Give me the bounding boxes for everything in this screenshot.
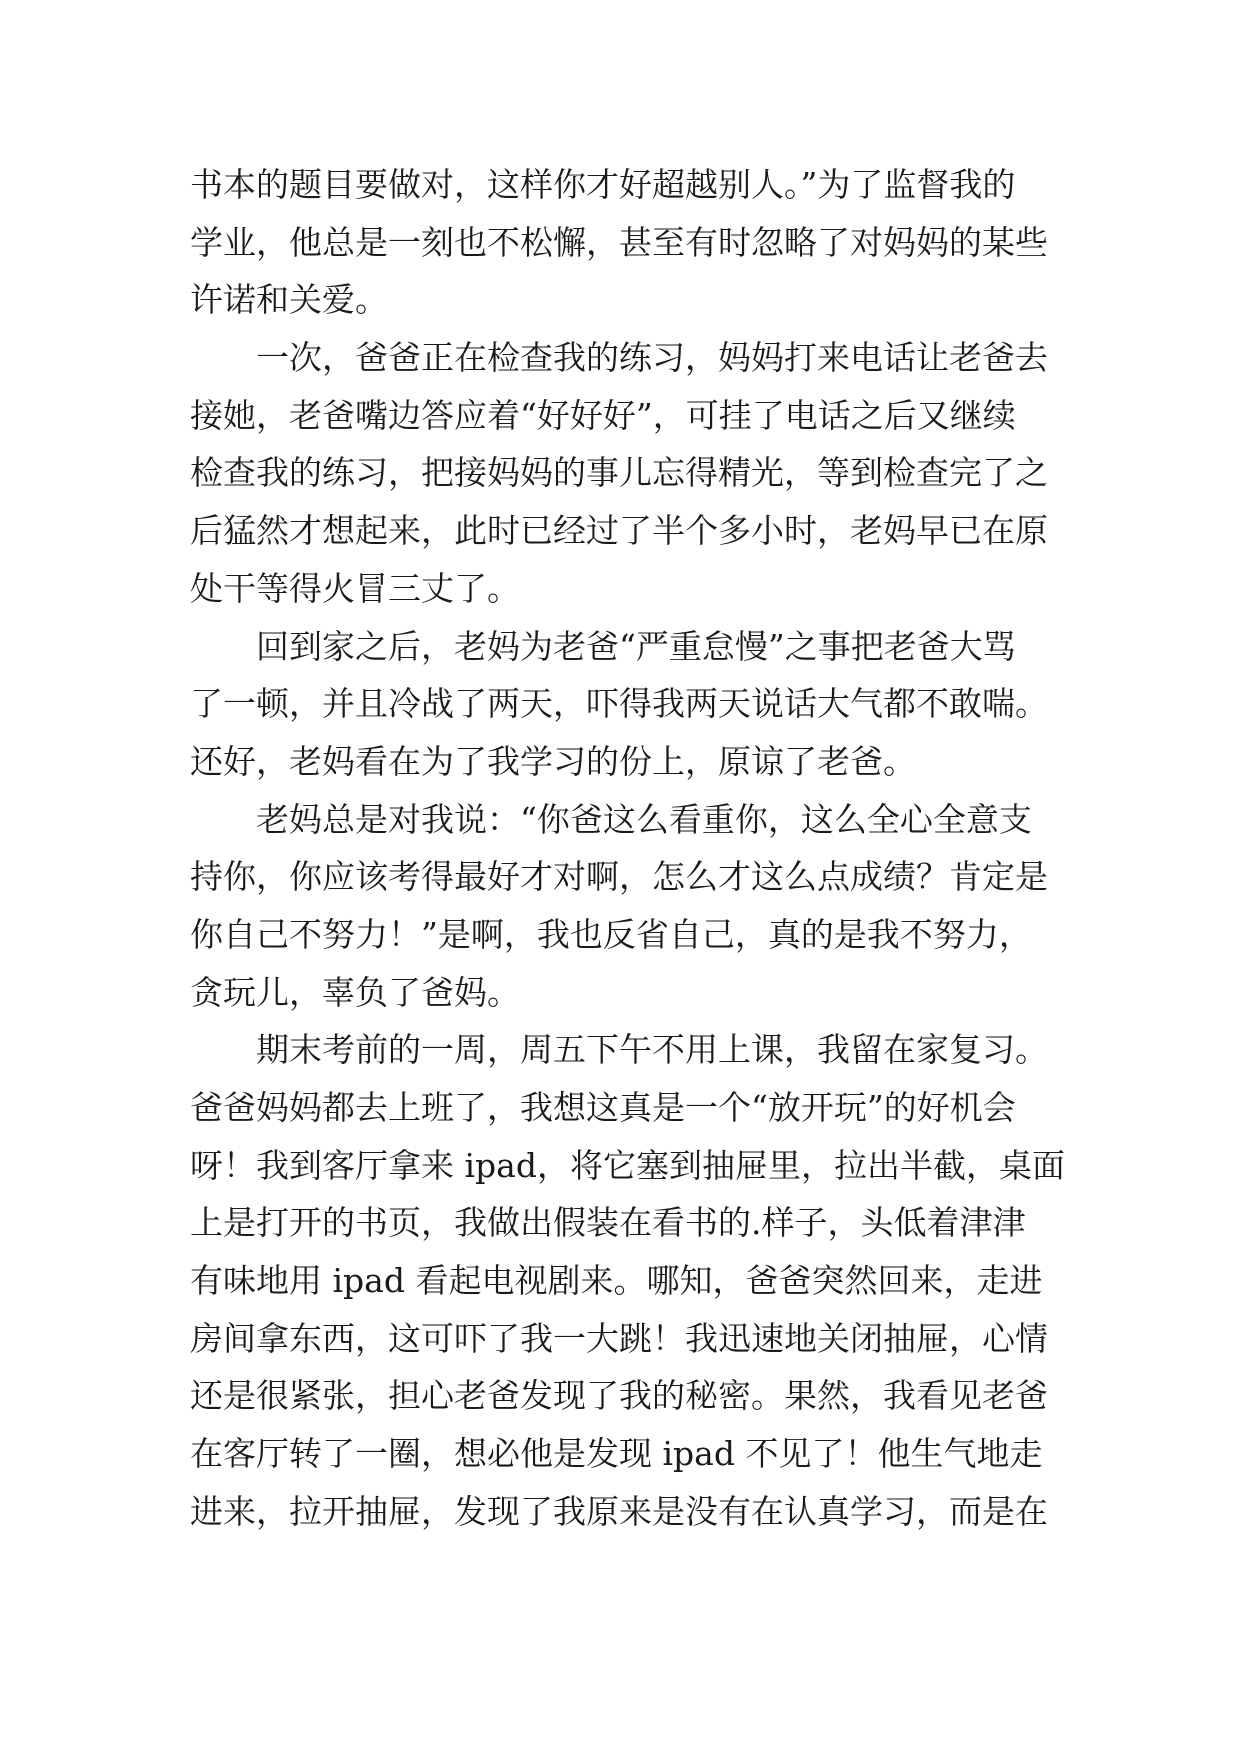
text-line: 学业，他总是一刻也不松懈，甚至有时忽略了对妈妈的某些 bbox=[190, 222, 1048, 262]
text-line: 回到家之后，老妈为老爸“严重怠慢”之事把老爸大骂 bbox=[256, 626, 1016, 666]
text-line: 房间拿东西，这可吓了我一大跳！我迅速地关闭抽屉，心情 bbox=[190, 1318, 1048, 1358]
text-line: 进来，拉开抽屉，发现了我原来是没有在认真学习，而是在 bbox=[190, 1491, 1048, 1531]
text-line: 检查我的练习，把接妈妈的事儿忘得精光，等到检查完了之 bbox=[190, 453, 1048, 493]
text-line: 上是打开的书页，我做出假装在看书的.样子，头低着津津 bbox=[190, 1203, 1026, 1243]
text-line: 期末考前的一周，周五下午不用上课，我留在家复习。 bbox=[256, 1030, 1048, 1070]
text-line: 贪玩儿，辜负了爸妈。 bbox=[190, 972, 520, 1012]
text-line: 许诺和关爱。 bbox=[190, 280, 388, 320]
text-line: 一次，爸爸正在检查我的练习，妈妈打来电话让老爸去 bbox=[256, 338, 1048, 378]
text-line: 了一顿，并且冷战了两天，吓得我两天说话大气都不敢喘。 bbox=[190, 684, 1048, 724]
text-line: 持你，你应该考得最好才对啊，怎么才这么点成绩？肯定是 bbox=[190, 857, 1048, 897]
text-line: 接她，老爸嘴边答应着“好好好”，可挂了电话之后又继续 bbox=[190, 395, 1016, 435]
text-line: 爸爸妈妈都去上班了，我想这真是一个“放开玩”的好机会 bbox=[190, 1088, 1016, 1127]
text-line: 还好，老妈看在为了我学习的份上，原谅了老爸。 bbox=[190, 741, 916, 781]
text-line: 处干等得火冒三丈了。 bbox=[190, 568, 520, 608]
text-line: 书本的题目要做对，这样你才好超越别人。”为了监督我的 bbox=[190, 165, 1016, 204]
text-line: 在客厅转了一圈，想必他是发现 ipad 不见了！他生气地走 bbox=[190, 1434, 1043, 1474]
text-line: 呀！我到客厅拿来 ipad，将它塞到抽屉里，拉出半截，桌面 bbox=[190, 1145, 1065, 1185]
text-line: 老妈总是对我说：“你爸这么看重你，这么全心全意支 bbox=[256, 799, 1032, 839]
text-line: 还是很紧张，担心老爸发现了我的秘密。果然，我看见老爸 bbox=[190, 1376, 1048, 1416]
body-text bbox=[190, 156, 1070, 1541]
text-line: 后猛然才想起来，此时已经过了半个多小时，老妈早已在原 bbox=[190, 511, 1048, 551]
text-line: 你自己不努力！”是啊，我也反省自己，真的是我不努力， bbox=[190, 914, 1032, 954]
text-line: 有味地用 ipad 看起电视剧来。哪知，爸爸突然回来，走进 bbox=[190, 1261, 1043, 1301]
